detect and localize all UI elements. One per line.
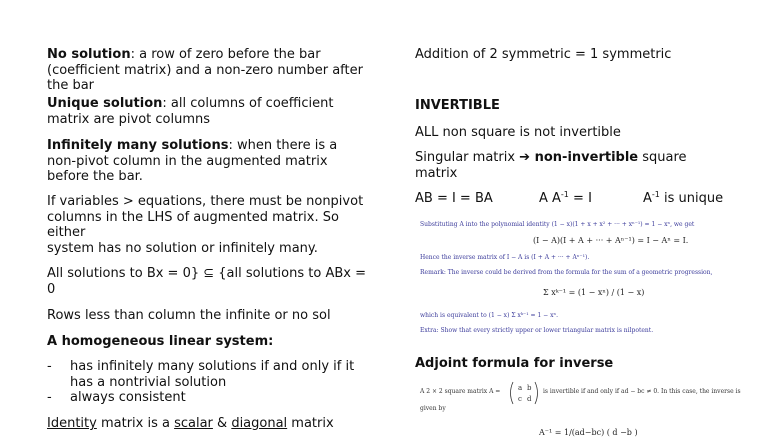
non-invertible-text: non-invertible (530, 150, 639, 165)
ab-equation: AB = I = BA (415, 191, 493, 206)
arrow-icon: ➔ (519, 150, 531, 165)
image-line: Hence the inverse matrix of I − A is (I + A + ··· + Aⁿ⁻¹). (420, 254, 590, 261)
unique-solution-para (47, 96, 347, 127)
list-item: - always consistent (47, 390, 186, 405)
svg-text:d: d (527, 395, 532, 403)
image-line: Extra: Show that every strictly upper or lower triangular matrix is nilpotent. (420, 327, 654, 334)
svg-text:a: a (518, 384, 523, 392)
inverse-unique (643, 191, 723, 207)
svg-text:c: c (518, 395, 522, 403)
image-sum-formula: Σ xᵏ⁻¹ = (1 − xⁿ) / (1 − x) (543, 288, 645, 297)
singular-para (415, 150, 715, 181)
homogeneous-list (47, 359, 377, 406)
variables-para (47, 194, 372, 256)
matrix-bracket-icon (507, 380, 541, 406)
no-solution-title: No solution (47, 47, 131, 62)
singular-text: Singular matrix (415, 150, 520, 165)
subset-para: All solutions to Bx = 0} ⊆ {all solutions to ABx = 0 (47, 266, 366, 297)
list-item: - has infinitely many solutions if and only if it has a nontrivial solution (47, 359, 377, 390)
image-line: Substituting A into the polynomial identity (1 − x)(1 + x + x² + ··· + xⁿ⁻¹) = 1 − xⁿ, we get (420, 221, 695, 228)
aa-post: = I (568, 191, 592, 206)
no-solution-text: : a row of zero before the bar (coefficient matrix) and a non-zero number after the bar (47, 47, 363, 93)
list-item-text: has infinitely many solutions if and only if it has a nontrivial solution (70, 359, 355, 390)
invertible-title: INVERTIBLE (415, 98, 500, 113)
infinite-solutions-para (47, 138, 357, 185)
image-equation: (I − A)(I + A + ··· + Aⁿ⁻¹) = I − Aⁿ = I. (533, 236, 689, 245)
nonsquare-para: ALL non square is not invertible (415, 125, 621, 140)
infinite-solutions-title: Infinitely many solutions (47, 138, 229, 153)
amp-text: & (212, 416, 232, 431)
symmetric-para: Addition of 2 symmetric = 1 symmetric (415, 47, 672, 62)
unique-solution-text: : all columns of coefficient matrix are pivot columns (47, 96, 334, 127)
unique-text: is unique (659, 191, 724, 206)
matrix-text: matrix (287, 416, 334, 431)
nilpotent-inverse-image (415, 214, 784, 342)
adjoint-title: Adjoint formula for inverse (415, 356, 614, 371)
svg-text:b: b (527, 384, 532, 392)
square-matrix-text: square matrix (415, 150, 687, 181)
no-solution-para (47, 47, 377, 94)
aa-text: A A (539, 191, 561, 206)
identity-text: matrix is a (96, 416, 175, 431)
unique-a: A (643, 191, 652, 206)
rows-para: Rows less than column the infinite or no sol (47, 308, 331, 323)
adjoint-formula-image (415, 378, 784, 441)
variables-line1: If variables > equations, there must be nonpivot columns in the LHS of augmented matrix. So either (47, 194, 364, 240)
homogeneous-title: A homogeneous linear system: (47, 334, 274, 349)
image-line: which is equivalent to (1 − x) Σ xᵏ⁻¹ = 1 − xⁿ. (420, 312, 558, 319)
identity-word: Identity (47, 416, 97, 431)
aa-inverse-equation (539, 191, 592, 207)
aa-sup: -1 (560, 190, 569, 199)
image-line: A 2 × 2 square matrix A = (420, 388, 501, 395)
variables-line2: system has no solution or infinitely many. (47, 240, 318, 256)
unique-sup: -1 (651, 190, 660, 199)
image-line: is invertible if and only if ad − bc ≠ 0. In this case, the inverse is (543, 388, 741, 395)
scalar-word: scalar (174, 416, 213, 431)
unique-solution-title: Unique solution (47, 96, 163, 111)
diagonal-word: diagonal (231, 416, 288, 431)
image-line: given by (420, 405, 446, 412)
image-inverse-formula: A⁻¹ = 1/(ad−bc) ( d −b ) (539, 428, 638, 437)
image-line: Remark: The inverse could be derived from the formula for the sum of a geometric progression, (420, 269, 713, 276)
identity-para (47, 416, 377, 432)
inverse-properties-row (415, 191, 784, 207)
infinite-solutions-text: : when there is a non-pivot column in the augmented matrix before the bar. (47, 138, 338, 184)
list-item-text: always consistent (70, 390, 186, 405)
